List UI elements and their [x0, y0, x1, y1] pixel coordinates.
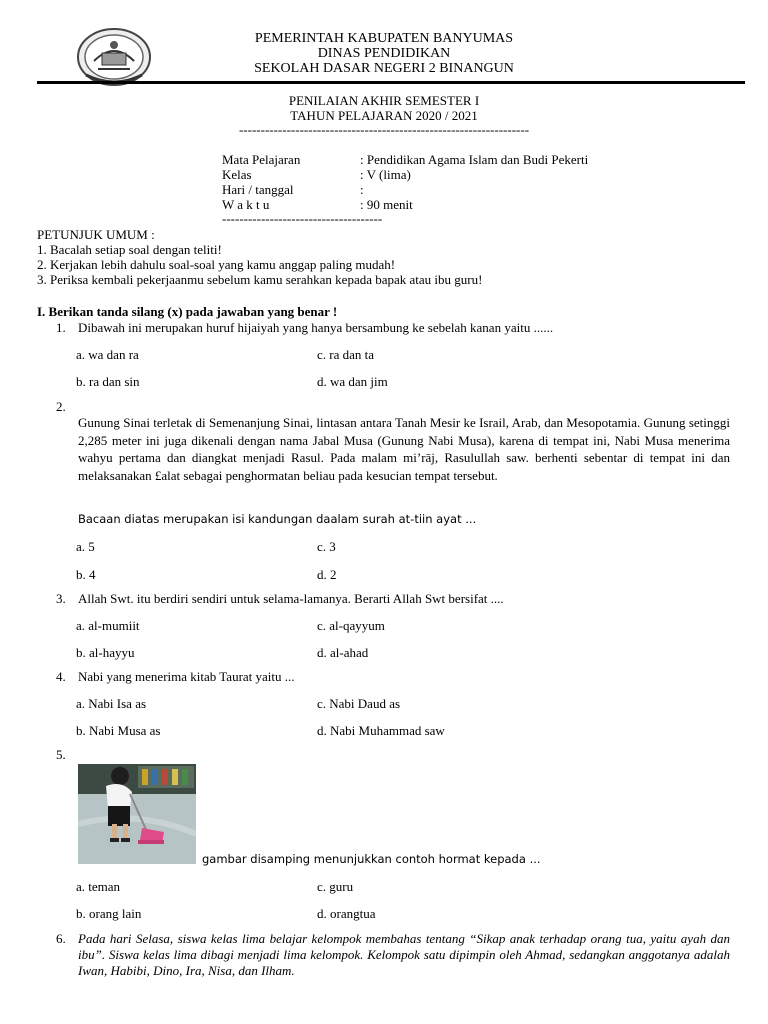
- dash-line: -------------------------------------------------------------------: [238, 122, 530, 137]
- header-line3: SEKOLAH DASAR NEGERI 2 BINANGUN: [254, 61, 514, 76]
- question-number: 1.: [56, 320, 66, 335]
- info-value-time: : 90 menit: [360, 197, 413, 212]
- question-text: gambar disamping menunjukkan contoh hormat kepada ...: [202, 852, 541, 866]
- option-c: c. 3: [317, 539, 336, 554]
- header-line1: PEMERINTAH KABUPATEN BANYUMAS: [254, 31, 514, 46]
- option-d: d. wa dan jim: [317, 374, 388, 389]
- option-d: d. orangtua: [317, 906, 376, 921]
- header-rule: [37, 81, 745, 84]
- option-a: a. wa dan ra: [76, 347, 139, 362]
- instruction-item: 3. Periksa kembali pekerjaanmu sebelum kamu serahkan kepada bapak atau ibu guru!: [37, 272, 483, 287]
- option-a: a. al-mumiit: [76, 618, 140, 633]
- option-c: c. Nabi Daud as: [317, 696, 401, 711]
- option-b: b. orang lain: [76, 906, 142, 921]
- header-line2: DINAS PENDIDIKAN: [317, 46, 451, 61]
- option-b: b. ra dan sin: [76, 374, 140, 389]
- instruction-item: 2. Kerjakan lebih dahulu soal-soal yang kamu anggap paling mudah!: [37, 257, 396, 272]
- question-number: 6.: [56, 931, 66, 946]
- child-sweeping-photo: [78, 764, 196, 864]
- section-title: I. Berikan tanda silang (x) pada jawaban yang benar !: [37, 304, 338, 319]
- option-b: b. Nabi Musa as: [76, 723, 161, 738]
- exam-year: TAHUN PELAJARAN 2020 / 2021: [290, 108, 478, 123]
- info-value-date: :: [360, 182, 364, 197]
- info-label-time: W a k t u: [222, 197, 270, 212]
- question-number: 3.: [56, 591, 66, 606]
- option-a: a. teman: [76, 879, 121, 894]
- reading-passage: Gunung Sinai terletak di Semenanjung Sinai, lintasan antara Tanah Mesir ke Israil, Arab, dan Mesopotamia. Gunung setinggi 2,285 meter ini juga dikenali dengan nama Jabal Musa (Gunung Nabi Musa), karena di tempat ini, Nabi Musa menerima wahyu pertama dan diangkat menjadi Rasul. Pada malam mi’rāj, Rasulullah saw. berhenti sebentar di tempat ini dan melaksanakan £alat sebagai penghormatan beliau pada kesucian tempat tersebut.: [78, 415, 730, 483]
- question-number: 5.: [56, 747, 66, 762]
- option-c: c. ra dan ta: [317, 347, 375, 362]
- info-value-class: : V (lima): [360, 167, 411, 182]
- question-text: Pada hari Selasa, siswa kelas lima belajar kelompok membahas tentang “Sikap anak terhadap orang tua, yaitu ayah dan ibu”. Siswa kelas lima dibagi menjadi lima kelompok. Kelompok satu dipimpin oleh Ahmad, sedangkan anggotanya adalah Iwan, Habibi, Dino, Ira, Nisa, dan Ilham.: [78, 931, 730, 978]
- info-label-subject: Mata Pelajaran: [222, 152, 301, 167]
- question-number: 4.: [56, 669, 66, 684]
- exam-title: PENILAIAN AKHIR SEMESTER I: [288, 93, 480, 108]
- question-text: Bacaan diatas merupakan isi kandungan daalam surah at-tiin ayat ...: [78, 512, 477, 526]
- question-text: Nabi yang menerima kitab Taurat yaitu ...: [78, 669, 295, 684]
- info-value-subject: : Pendidikan Agama Islam dan Budi Pekerti: [360, 152, 589, 167]
- option-d: d. Nabi Muhammad saw: [317, 723, 445, 738]
- question-text: Allah Swt. itu berdiri sendiri untuk selama-lamanya. Berarti Allah Swt bersifat ....: [78, 591, 504, 606]
- option-c: c. guru: [317, 879, 354, 894]
- dash-short: -------------------------------------: [222, 211, 383, 226]
- option-b: b. al-hayyu: [76, 645, 135, 660]
- option-d: d. al-ahad: [317, 645, 369, 660]
- option-c: c. al-qayyum: [317, 618, 385, 633]
- info-label-class: Kelas: [222, 167, 252, 182]
- instructions-title: PETUNJUK UMUM :: [37, 227, 155, 242]
- question-text: Dibawah ini merupakan huruf hijaiyah yang hanya bersambung ke sebelah kanan yaitu ......: [78, 320, 554, 335]
- instruction-item: 1. Bacalah setiap soal dengan teliti!: [37, 242, 222, 257]
- option-a: a. Nabi Isa as: [76, 696, 147, 711]
- option-b: b. 4: [76, 567, 96, 582]
- question-number: 2.: [56, 399, 66, 414]
- info-label-date: Hari / tanggal: [222, 182, 294, 197]
- option-a: a. 5: [76, 539, 95, 554]
- option-d: d. 2: [317, 567, 337, 582]
